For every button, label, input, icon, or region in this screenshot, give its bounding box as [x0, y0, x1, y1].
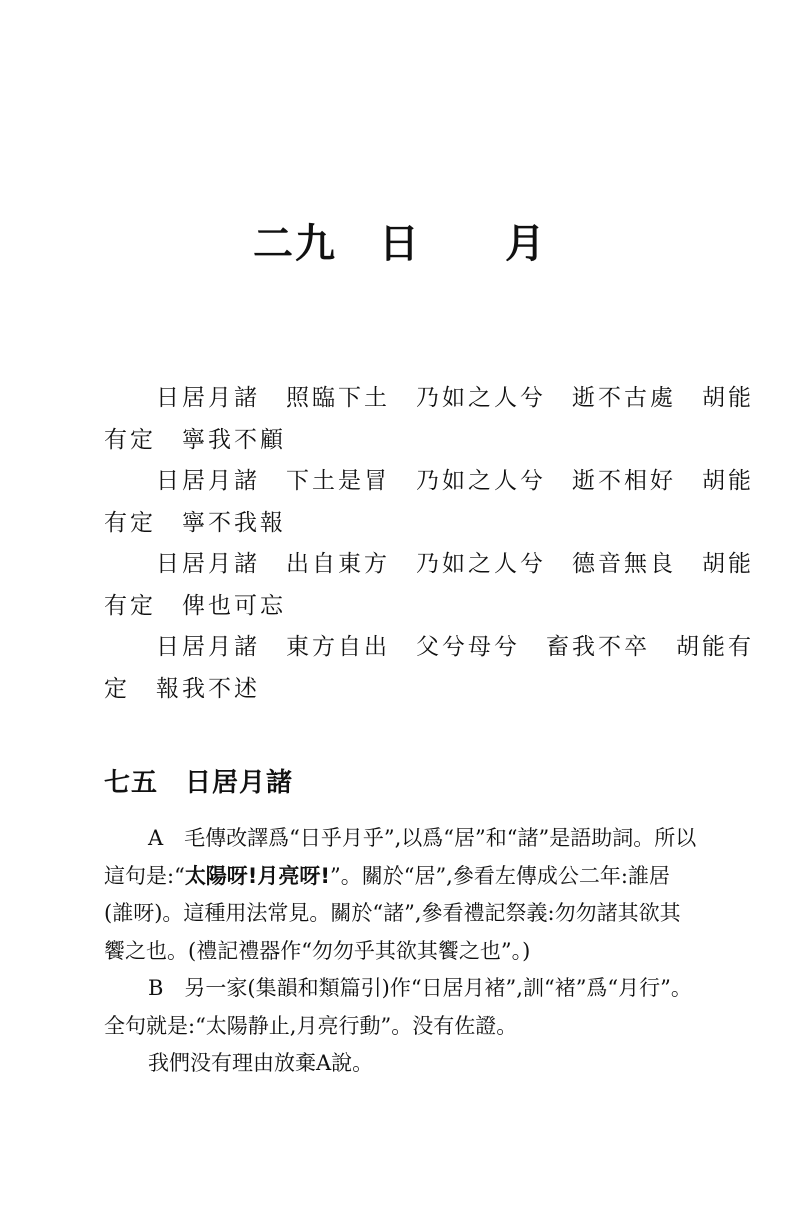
commentary-line: A 毛傳改譯爲“日乎月乎”,以爲“居”和“諸”是語助詞。所以 — [148, 826, 697, 850]
commentary-line: 我們没有理由放棄A說。 — [148, 1051, 374, 1075]
commentary-line — [104, 858, 736, 896]
emphasized-translation: 太陽呀!月亮呀! — [184, 863, 330, 888]
commentary-line: 全句就是:“太陽静止,月亮行動”。没有佐證。 — [104, 1013, 518, 1038]
poem-line: 有定 俾也可忘 — [104, 592, 286, 619]
commentary-line: 饗之也。(禮記禮器作“勿勿乎其欲其饗之也”。) — [104, 938, 531, 963]
poem-line: 日居月諸 東方自出 父兮母兮 畜我不卒 胡能有 — [156, 634, 754, 660]
commentary-line: B 另一家(集韻和類篇引)作“日居月褚”,訓“褚”爲“月行”。 — [148, 976, 692, 1000]
commentary-text — [104, 820, 736, 1083]
commentary-segment: 這句是:“ — [104, 863, 185, 888]
poem-line: 日居月諸 下土是冒 乃如之人兮 逝不相好 胡能 — [156, 468, 754, 494]
poem-text — [104, 378, 754, 710]
poem-line: 有定 寧我不顧 — [104, 426, 286, 453]
section-heading: 七五 日居月諸 — [104, 768, 294, 798]
poem-line: 日居月諸 照臨下土 乃如之人兮 逝不古處 胡能 — [156, 385, 754, 411]
poem-line: 有定 寧不我報 — [104, 509, 286, 536]
commentary-segment: ”。關於“居”,參看左傳成公二年:誰居 — [329, 863, 670, 888]
chapter-title: 二九 日 月 — [253, 221, 547, 267]
commentary-line: (誰呀)。這種用法常見。關於“諸”,參看禮記祭義:勿勿諸其欲其 — [104, 901, 681, 925]
poem-line: 日居月諸 出自東方 乃如之人兮 德音無良 胡能 — [156, 551, 754, 577]
poem-line: 定 報我不述 — [104, 675, 260, 702]
